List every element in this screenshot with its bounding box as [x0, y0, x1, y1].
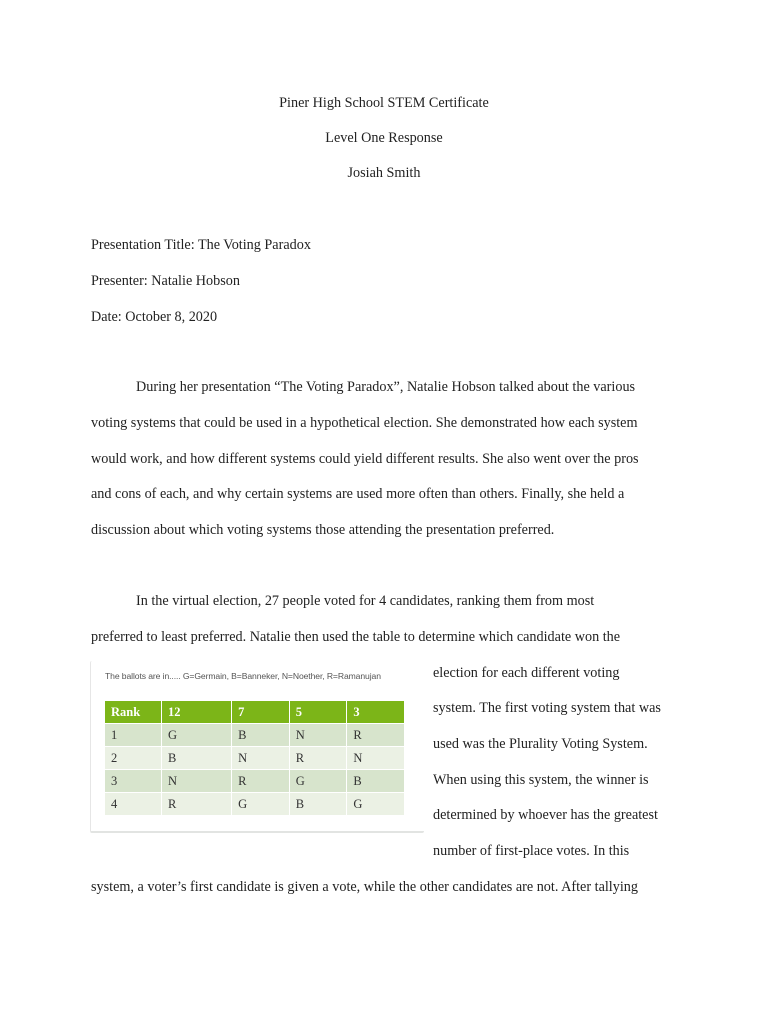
paragraph-1-line: discussion about which voting systems those attending the presentation preferred. [91, 522, 555, 538]
table-cell: G [162, 724, 232, 747]
column-header: 5 [289, 701, 347, 724]
document-title: Piner High School STEM Certificate [279, 95, 489, 111]
table-cell: 1 [105, 724, 162, 747]
paragraph-2-line: system. The first voting system that was [433, 700, 661, 716]
paragraph-1-line: During her presentation “The Voting Paradox”, Natalie Hobson talked about the various [136, 379, 636, 395]
table-cell: G [347, 793, 405, 816]
presentation-title: Presentation Title: The Voting Paradox [91, 237, 311, 253]
ballot-table [105, 701, 405, 816]
table-cell: B [232, 724, 290, 747]
document-subtitle: Level One Response [325, 130, 443, 146]
table-cell: 4 [105, 793, 162, 816]
author-name: Josiah Smith [347, 165, 421, 181]
table-header-row [105, 701, 405, 724]
column-header: 7 [232, 701, 290, 724]
paragraph-2-line: used was the Plurality Voting System. [433, 736, 648, 752]
table-cell: N [232, 747, 290, 770]
table-cell: N [347, 747, 405, 770]
paragraph-1-line: would work, and how different systems could yield different results. She also went over the pros [91, 451, 639, 467]
table-cell: R [347, 724, 405, 747]
table-cell: N [162, 770, 232, 793]
paragraph-2-line: When using this system, the winner is [433, 772, 649, 788]
ballot-table-figure [90, 661, 424, 833]
table-cell: N [289, 724, 347, 747]
presentation-date: Date: October 8, 2020 [91, 309, 218, 325]
table-cell: R [289, 747, 347, 770]
paragraph-2-line: determined by whoever has the greatest [433, 807, 658, 823]
table-cell: 2 [105, 747, 162, 770]
table-cell: R [162, 793, 232, 816]
table-cell: 3 [105, 770, 162, 793]
table-cell: B [347, 770, 405, 793]
paragraph-1-line: voting systems that could be used in a hypothetical election. She demonstrated how each system [91, 415, 638, 431]
table-cell: G [289, 770, 347, 793]
paragraph-2-line: election for each different voting [433, 665, 620, 681]
figure-caption: The ballots are in..... G=Germain, B=Banneker, N=Noether, R=Ramanujan [105, 671, 381, 681]
paragraph-2-line: preferred to least preferred. Natalie then used the table to determine which candidate won the [91, 629, 621, 645]
table-cell: B [289, 793, 347, 816]
presenter: Presenter: Natalie Hobson [91, 273, 240, 289]
table-row [105, 747, 405, 770]
table-row [105, 724, 405, 747]
column-header: 12 [162, 701, 232, 724]
column-header: Rank [105, 701, 162, 724]
paragraph-2-line: In the virtual election, 27 people voted for 4 candidates, ranking them from most [136, 593, 595, 609]
paragraph-2-line: system, a voter’s first candidate is given a vote, while the other candidates are not. After tallying [91, 879, 638, 895]
column-header: 3 [347, 701, 405, 724]
paragraph-1-line: and cons of each, and why certain systems are used more often than others. Finally, she held a [91, 486, 625, 502]
table-cell: B [162, 747, 232, 770]
table-cell: R [232, 770, 290, 793]
paragraph-2-line: number of first-place votes. In this [433, 843, 630, 859]
table-row [105, 770, 405, 793]
table-row [105, 793, 405, 816]
table-cell: G [232, 793, 290, 816]
